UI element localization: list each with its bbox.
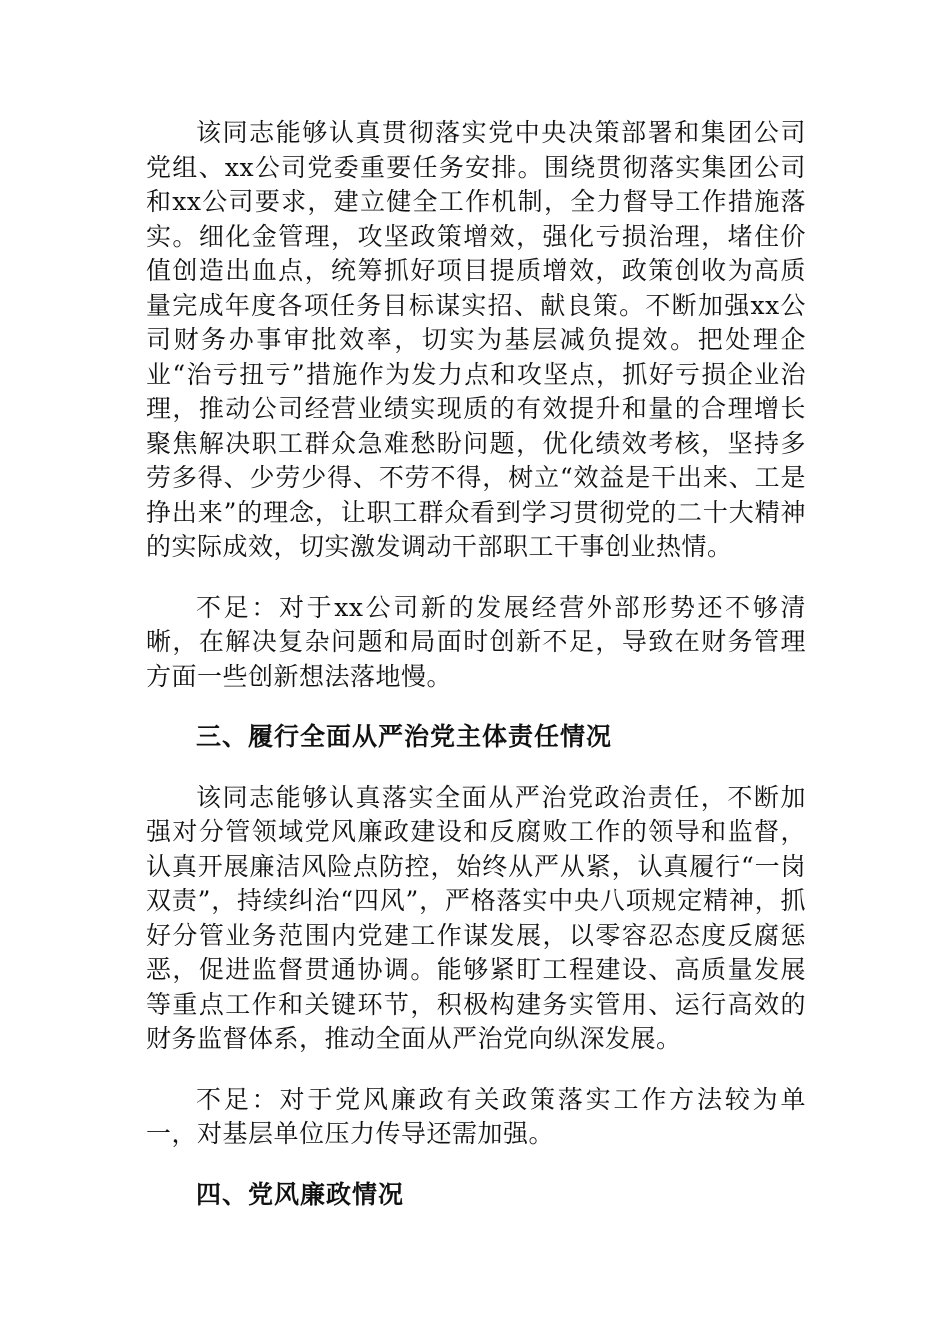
- section-heading-4: 四、党风廉政情况: [196, 1179, 405, 1209]
- document-body: [146, 116, 806, 1212]
- paragraph-spacer: [146, 1152, 806, 1178]
- paragraph-party-responsibility: 该同志能够认真落实全面从严治党政治责任，不断加强对分管领域党风廉政建设和反腐败工作的领导和监督，认真开展廉洁风险点防控，始终从严从紧，认真履行“一岗双责”，持续纠治“四风”，严格落实中央八项规定精神，抓好分管业务范围内党建工作谋发展，以零容忍态度反腐惩恶，促进监督贯通协调。能够紧盯工程建设、高质量发展等重点工作和关键环节，积极构建务实管用、运行高效的财务监督体系，推动全面从严治党向纵深发展。: [146, 782, 806, 1053]
- paragraph-spacer: [146, 694, 806, 720]
- paragraph-shortcoming-2: 不足：对于党风廉政有关政策落实工作方法较为单一，对基层单位压力传导还需加强。: [146, 1084, 806, 1148]
- paragraph-spacer: [146, 565, 806, 591]
- paragraph-shortcoming-1: 不足：对于xx公司新的发展经营外部形势还不够清晰，在解决复杂问题和局面时创新不足，导致在财务管理方面一些创新想法落地慢。: [146, 592, 806, 691]
- section-heading-3: 三、履行全面从严治党主体责任情况: [196, 722, 613, 751]
- paragraph-spacer: [146, 1057, 806, 1083]
- paragraph-work-performance: 该同志能够认真贯彻落实党中央决策部署和集团公司党组、xx公司党委重要任务安排。围绕贯彻落实集团公司和xx公司要求，建立健全工作机制，全力督导工作措施落实。细化金管理，攻坚政策增效，强化亏损治理，堵住价值创造出血点，统筹抓好项目提质增效，政策创收为高质量完成年度各项任务目标谋实招、献良策。不断加强xx公司财务办事审批效率，切实为基层减负提效。把处理企业“治亏扭亏”措施作为发力点和攻坚点，抓好亏损企业治理，推动公司经营业绩实现质的有效提升和量的合理增长聚焦解决职工群众急难愁盼问题，优化绩效考核，坚持多劳多得、少劳少得、不劳不得，树立“效益是干出来、工是挣出来”的理念，让职工群众看到学习贯彻党的二十大精神的实际成效，切实激发调动干部职工干事创业热情。: [146, 118, 806, 561]
- paragraph-spacer: [146, 755, 806, 781]
